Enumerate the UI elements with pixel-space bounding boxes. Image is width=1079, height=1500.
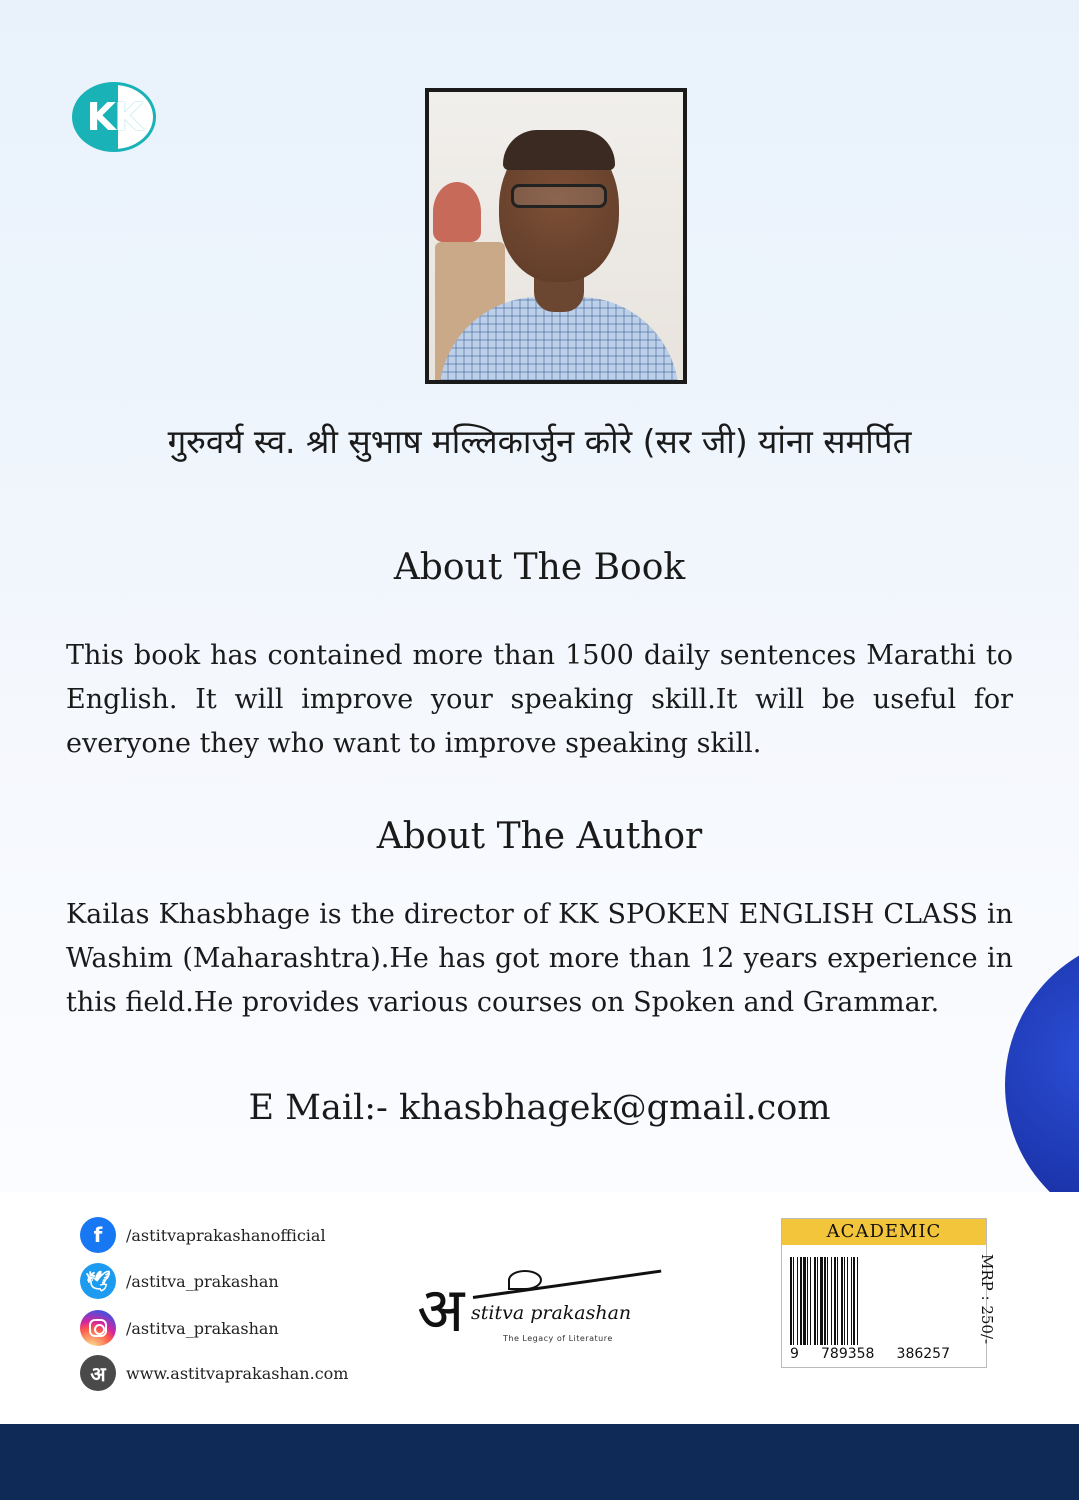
category-label: ACADEMIC	[782, 1219, 986, 1245]
isbn-number	[790, 1346, 950, 1362]
website-icon: अ	[80, 1355, 116, 1391]
instagram-link[interactable]	[80, 1310, 279, 1346]
about-author-heading: About The Author	[376, 816, 703, 857]
isbn-part-1: 9	[790, 1346, 799, 1362]
isbn-part-2: 789358	[821, 1346, 875, 1362]
instagram-handle: /astitva_prakashan	[126, 1318, 279, 1338]
barcode-panel	[781, 1218, 996, 1368]
email-line: E Mail:- khasbhagek@gmail.com	[248, 1088, 831, 1128]
publisher-tagline: The Legacy of Literature	[503, 1334, 613, 1343]
facebook-handle: /astitvaprakashanofficial	[126, 1225, 326, 1245]
dedication-line: गुरुवर्य स्व. श्री सुभाष मल्लिकार्जुन कोरे (सर जी) यांना समर्पित	[167, 422, 912, 461]
facebook-link[interactable]	[80, 1217, 326, 1253]
logo-text: KK	[86, 95, 142, 139]
blue-arc-decoration	[1005, 935, 1079, 1192]
barcode-bars	[790, 1257, 948, 1345]
twitter-handle: /astitva_prakashan	[126, 1271, 279, 1291]
author-photo	[425, 88, 687, 384]
about-book-text: This book has contained more than 1500 daily sentences Marathi to English. It will improve your speaking skill.It will be useful for everyone they who want to improve speaking skill.	[66, 640, 1013, 759]
flute-graphic	[473, 1270, 662, 1299]
peacock-feather-graphic	[508, 1270, 542, 1290]
bottom-color-band	[0, 1424, 1079, 1500]
about-book-heading: About The Book	[393, 547, 686, 588]
barcode-stripe	[858, 1257, 861, 1345]
photo-hair	[503, 130, 615, 170]
twitter-icon: 🕊	[80, 1263, 116, 1299]
website-link[interactable]	[80, 1355, 348, 1391]
instagram-icon	[80, 1310, 116, 1346]
facebook-icon: f	[80, 1217, 116, 1253]
publisher-initial: अ	[417, 1273, 465, 1346]
photo-background-shape	[433, 182, 481, 242]
website-url: www.astitvaprakashan.com	[126, 1363, 349, 1383]
about-author-text: Kailas Khasbhage is the director of KK SPOKEN ENGLISH CLASS in Washim (Maharashtra).He has got more than 12 years experience in this field.He provides various courses on Spoken and Grammar.	[66, 899, 1013, 1018]
kk-logo	[72, 82, 156, 152]
photo-glasses	[511, 184, 607, 208]
publisher-name: stitva prakashan	[471, 1302, 632, 1324]
isbn-part-3: 386257	[896, 1346, 950, 1362]
mrp-label: MRP : 250/-	[978, 1254, 996, 1345]
twitter-link[interactable]	[80, 1263, 279, 1299]
publisher-logo	[413, 1258, 673, 1358]
